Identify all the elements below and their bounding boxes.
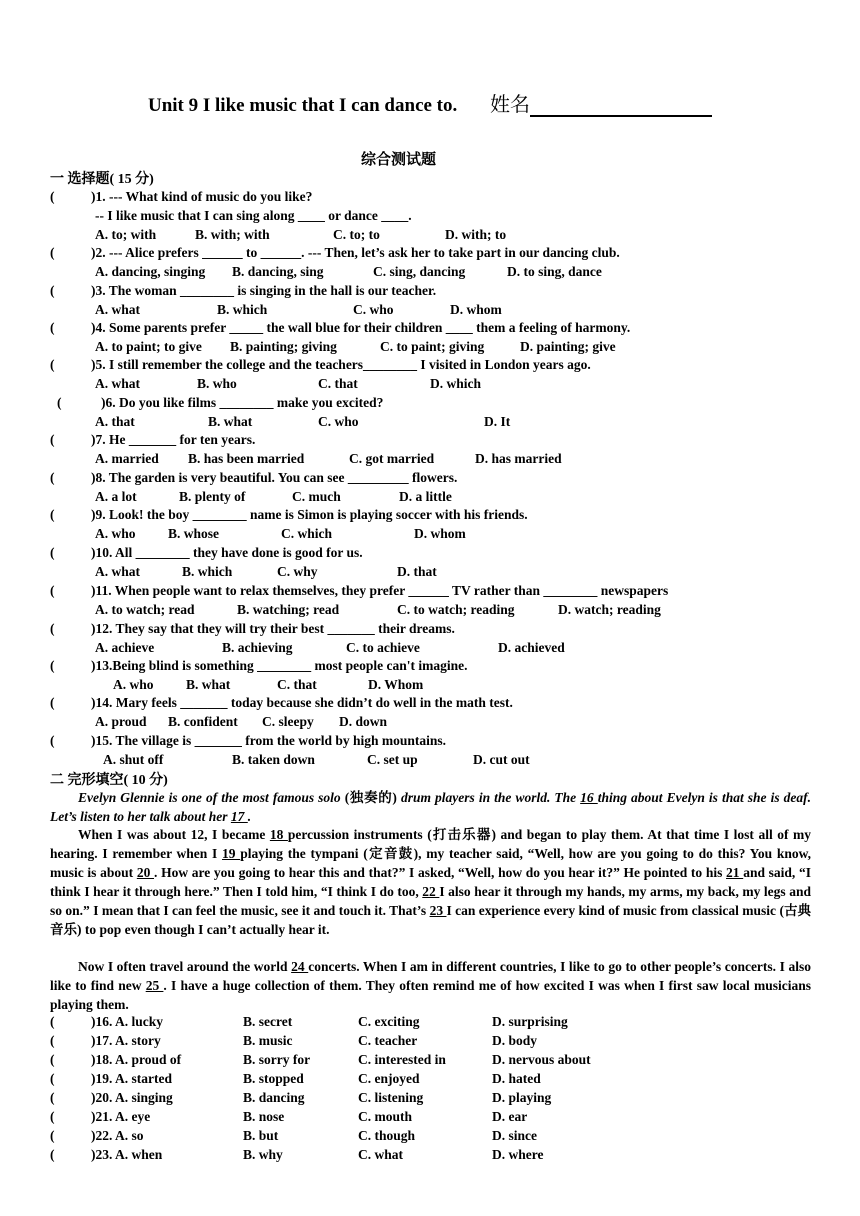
cloze-item[interactable]: )18. A. proud of <box>91 1052 182 1067</box>
answer-paren[interactable]: ( <box>50 507 55 522</box>
answer-option[interactable]: C. sleepy <box>262 714 314 729</box>
answer-option[interactable]: C. though <box>358 1128 416 1143</box>
passage-text: and said, “I think I hear it through here.” Then I told him, “I think I do too, <box>50 865 811 899</box>
answer-option[interactable]: D. playing <box>492 1090 552 1105</box>
answer-option[interactable]: B. dancing, sing <box>232 264 324 279</box>
passage-paragraph-2 <box>50 825 811 939</box>
passage-text: I also hear it through my hands, my arms, my back, my legs and so on.” I mean that I can feel the music, see it and touch it. That’s <box>50 884 811 918</box>
answer-option[interactable]: B. plenty of <box>179 489 246 504</box>
answer-option[interactable]: A. that <box>95 414 135 429</box>
blank-19[interactable]: 19 <box>222 846 241 861</box>
question-stem-2: -- I like music that I can sing along ____ or dance ____. <box>95 208 412 223</box>
answer-option[interactable]: A. to watch; read <box>95 602 195 617</box>
answer-option[interactable]: D. where <box>492 1147 544 1162</box>
passage-paragraph-3 <box>50 957 811 1014</box>
blank-23[interactable]: 23 <box>429 903 447 918</box>
passage-text: playing the tympani (定音鼓), my teacher said, “Well, how are you going to do this? You know, music is about <box>50 846 811 880</box>
section2-heading: 二 完形填空( 10 分) <box>50 773 168 788</box>
blank-24[interactable]: 24 <box>291 959 309 974</box>
answer-option[interactable]: C. got married <box>349 451 435 466</box>
answer-option[interactable]: B. with; with <box>195 227 270 242</box>
answer-option[interactable]: C. what <box>358 1147 404 1162</box>
question-stem: )13.Being blind is something ________ most people can't imagine. <box>91 658 468 673</box>
question-stem: )7. He _______ for ten years. <box>91 432 256 447</box>
name-label: 姓名 <box>490 94 531 116</box>
passage-paragraph-1 <box>50 788 811 826</box>
cloze-item[interactable]: )21. A. eye <box>91 1109 151 1124</box>
cloze-item[interactable]: )16. A. lucky <box>91 1014 164 1029</box>
answer-paren[interactable]: ( <box>50 658 55 673</box>
answer-option[interactable]: B. taken down <box>232 752 315 767</box>
answer-option[interactable]: B. what <box>186 677 231 692</box>
answer-paren[interactable]: ( <box>50 1014 55 1029</box>
answer-option[interactable]: A. a lot <box>95 489 137 504</box>
answer-option[interactable]: B. stopped <box>243 1071 304 1086</box>
answer-option[interactable]: A. dancing, singing <box>95 264 206 279</box>
answer-option[interactable]: D. has married <box>475 451 562 466</box>
answer-option[interactable]: C. to; to <box>333 227 380 242</box>
answer-option[interactable]: C. which <box>281 526 333 541</box>
answer-option[interactable]: C. to paint; giving <box>380 339 485 354</box>
answer-option[interactable]: B. confident <box>168 714 238 729</box>
answer-paren[interactable]: ( <box>50 1109 55 1124</box>
answer-paren[interactable]: ( <box>50 1033 55 1048</box>
answer-option[interactable]: D. painting; give <box>520 339 616 354</box>
answer-option[interactable]: A. what <box>95 376 141 391</box>
answer-option[interactable]: D. which <box>430 376 482 391</box>
passage-text: When I was about 12, I became <box>78 827 270 842</box>
answer-option[interactable]: B. which <box>217 302 268 317</box>
answer-option[interactable]: B. secret <box>243 1014 293 1029</box>
answer-option[interactable]: B. music <box>243 1033 293 1048</box>
answer-option[interactable]: A. what <box>95 302 141 317</box>
question-stem: )10. All ________ they have done is good for us. <box>91 545 363 560</box>
passage-text: (独奏的) <box>344 790 397 805</box>
answer-option[interactable]: B. why <box>243 1147 283 1162</box>
answer-option[interactable]: A. what <box>95 564 141 579</box>
answer-option[interactable]: C. to watch; reading <box>397 602 515 617</box>
answer-paren[interactable]: ( <box>50 1090 55 1105</box>
answer-option[interactable]: B. but <box>243 1128 279 1143</box>
passage-text: thing about Evelyn is that she is deaf. Let’s listen to her talk about her <box>50 790 811 824</box>
answer-paren[interactable]: ( <box>50 470 55 485</box>
answer-option[interactable]: B. has been married <box>188 451 305 466</box>
answer-option[interactable]: C. that <box>318 376 358 391</box>
answer-paren[interactable]: ( <box>50 432 55 447</box>
answer-option[interactable]: C. that <box>277 677 317 692</box>
answer-paren[interactable]: ( <box>50 583 55 598</box>
passage-text: I can experience every kind of music from classical music (古典音乐) to pop even though I can’t actually hear it. <box>50 903 811 937</box>
answer-option[interactable]: D. to sing, dance <box>507 264 602 279</box>
question-stem: )9. Look! the boy ________ name is Simon is playing soccer with his friends. <box>91 507 528 522</box>
blank-16[interactable]: 16 <box>580 790 598 805</box>
answer-option[interactable]: C. teacher <box>358 1033 418 1048</box>
answer-option[interactable]: B. painting; giving <box>230 339 337 354</box>
passage-text: . I have a huge collection of them. They often remind me of how excited I was when I first saw local musicians playing them. <box>50 978 811 1012</box>
answer-option[interactable]: B. which <box>182 564 233 579</box>
answer-paren[interactable]: ( <box>50 1128 55 1143</box>
blank-22[interactable]: 22 <box>422 884 440 899</box>
answer-option[interactable]: A. achieve <box>95 640 155 655</box>
passage-text: Now I often travel around the world <box>78 959 292 974</box>
answer-paren[interactable]: ( <box>50 1147 55 1162</box>
blank-21[interactable]: 21 <box>726 865 744 880</box>
answer-option[interactable]: A. to paint; to give <box>95 339 202 354</box>
answer-option[interactable]: A. married <box>95 451 159 466</box>
answer-option[interactable]: D. body <box>492 1033 538 1048</box>
answer-option[interactable]: B. nose <box>243 1109 285 1124</box>
answer-option[interactable]: D. whom <box>450 302 502 317</box>
answer-option[interactable]: B. what <box>208 414 253 429</box>
question-stem: )4. Some parents prefer _____ the wall blue for their children ____ them a feeling of harmony. <box>91 320 631 335</box>
answer-option[interactable]: D. a little <box>399 489 452 504</box>
blank-25[interactable]: 25 <box>145 978 164 993</box>
question-stem: )14. Mary feels _______ today because she didn’t do well in the math test. <box>91 695 513 710</box>
blank-17[interactable]: 17 <box>230 809 248 824</box>
answer-paren[interactable]: ( <box>50 621 55 636</box>
cloze-item[interactable]: )19. A. started <box>91 1071 172 1086</box>
title-text: Unit 9 I like music that I can dance to. <box>147 95 458 116</box>
answer-paren[interactable]: ( <box>50 357 55 372</box>
answer-option[interactable]: C. mouth <box>358 1109 413 1124</box>
answer-option[interactable]: D. ear <box>492 1109 528 1124</box>
answer-paren[interactable]: ( <box>50 245 55 260</box>
passage-text: Evelyn Glennie is one of the most famous solo <box>78 790 345 805</box>
answer-paren[interactable]: ( <box>50 189 55 204</box>
passage-text: . How are you going to hear this and that?” I asked, “Well, how do you hear it?” He pointed to his <box>154 865 727 880</box>
question-stem: )15. The village is _______ from the world by high mountains. <box>91 733 447 748</box>
answer-option[interactable]: D. surprising <box>492 1014 568 1029</box>
question-stem: )5. I still remember the college and the teachers________ I visited in London years ago. <box>91 357 591 372</box>
answer-option[interactable]: D. since <box>492 1128 537 1143</box>
answer-option[interactable]: A. who <box>95 526 136 541</box>
answer-option[interactable]: D. that <box>397 564 437 579</box>
answer-option[interactable]: D. down <box>339 714 388 729</box>
answer-option[interactable]: A. who <box>113 677 154 692</box>
name-blank[interactable] <box>530 97 712 117</box>
answer-option[interactable]: D. whom <box>414 526 466 541</box>
question-stem: )2. --- Alice prefers ______ to ______. --- Then, let’s ask her to take part in our dancing club. <box>91 245 620 260</box>
question-stem: )8. The garden is very beautiful. You can see _________ flowers. <box>91 470 458 485</box>
answer-option[interactable]: B. achieving <box>222 640 293 655</box>
answer-paren[interactable]: ( <box>50 283 55 298</box>
answer-option[interactable]: C. who <box>318 414 359 429</box>
answer-option[interactable]: C. sing, dancing <box>373 264 466 279</box>
answer-option[interactable]: A. to; with <box>95 227 157 242</box>
answer-option[interactable]: A. shut off <box>103 752 164 767</box>
answer-paren[interactable]: ( <box>50 695 55 710</box>
answer-option[interactable]: D. nervous about <box>492 1052 591 1067</box>
blank-18[interactable]: 18 <box>269 827 288 842</box>
question-stem: )3. The woman ________ is singing in the hall is our teacher. <box>91 283 437 298</box>
cloze-item[interactable]: )17. A. story <box>91 1033 161 1048</box>
answer-option[interactable]: C. enjoyed <box>358 1071 420 1086</box>
question-stem: )11. When people want to relax themselves, they prefer ______ TV rather than ________ newspapers <box>91 583 669 598</box>
answer-option[interactable]: D. with; to <box>445 227 507 242</box>
answer-option[interactable]: C. listening <box>358 1090 424 1105</box>
answer-option[interactable]: D. Whom <box>368 677 424 692</box>
question-stem: )12. They say that they will try their best _______ their dreams. <box>91 621 455 636</box>
passage-text: drum players in the world. The <box>396 790 581 805</box>
answer-option[interactable]: C. why <box>277 564 318 579</box>
answer-option[interactable]: C. exciting <box>358 1014 420 1029</box>
answer-option[interactable]: B. who <box>197 376 237 391</box>
answer-option[interactable]: D. It <box>484 414 511 429</box>
page-subtitle: 综合测试题 <box>360 152 436 168</box>
passage-text: concerts. When I am in different countries, I like to go to other people’s concerts. I also like to find new <box>50 959 811 993</box>
cloze-item[interactable]: )20. A. singing <box>91 1090 173 1105</box>
answer-paren[interactable]: ( <box>57 395 62 410</box>
answer-option[interactable]: C. interested in <box>358 1052 446 1067</box>
blank-20[interactable]: 20 <box>136 865 155 880</box>
answer-option[interactable]: B. sorry for <box>243 1052 311 1067</box>
page-title <box>0 88 860 117</box>
cloze-item[interactable]: )23. A. when <box>91 1147 163 1162</box>
answer-option[interactable]: D. achieved <box>498 640 565 655</box>
answer-option[interactable]: B. watching; read <box>237 602 340 617</box>
passage-text: percussion instruments (打击乐器) and began to play them. At that time I lost all of my hearing. I remember when I <box>50 827 812 861</box>
answer-option[interactable]: C. to achieve <box>346 640 420 655</box>
answer-option[interactable]: B. dancing <box>243 1090 305 1105</box>
answer-paren[interactable]: ( <box>50 1071 55 1086</box>
cloze-item[interactable]: )22. A. so <box>91 1128 144 1143</box>
answer-option[interactable]: B. whose <box>168 526 220 541</box>
question-stem: )6. Do you like films ________ make you excited? <box>101 395 384 410</box>
answer-option[interactable]: A. proud <box>95 714 147 729</box>
answer-option[interactable]: D. hated <box>492 1071 541 1086</box>
answer-option[interactable]: D. cut out <box>473 752 530 767</box>
answer-paren[interactable]: ( <box>50 545 55 560</box>
answer-option[interactable]: C. much <box>292 489 341 504</box>
passage-text: . <box>247 809 252 824</box>
answer-paren[interactable]: ( <box>50 733 55 748</box>
answer-paren[interactable]: ( <box>50 1052 55 1067</box>
answer-option[interactable]: D. watch; reading <box>558 602 661 617</box>
section1-heading: 一 选择题( 15 分) <box>50 172 154 187</box>
answer-option[interactable]: C. who <box>353 302 394 317</box>
answer-paren[interactable]: ( <box>50 320 55 335</box>
question-stem: )1. --- What kind of music do you like? <box>91 189 313 204</box>
answer-option[interactable]: C. set up <box>367 752 418 767</box>
